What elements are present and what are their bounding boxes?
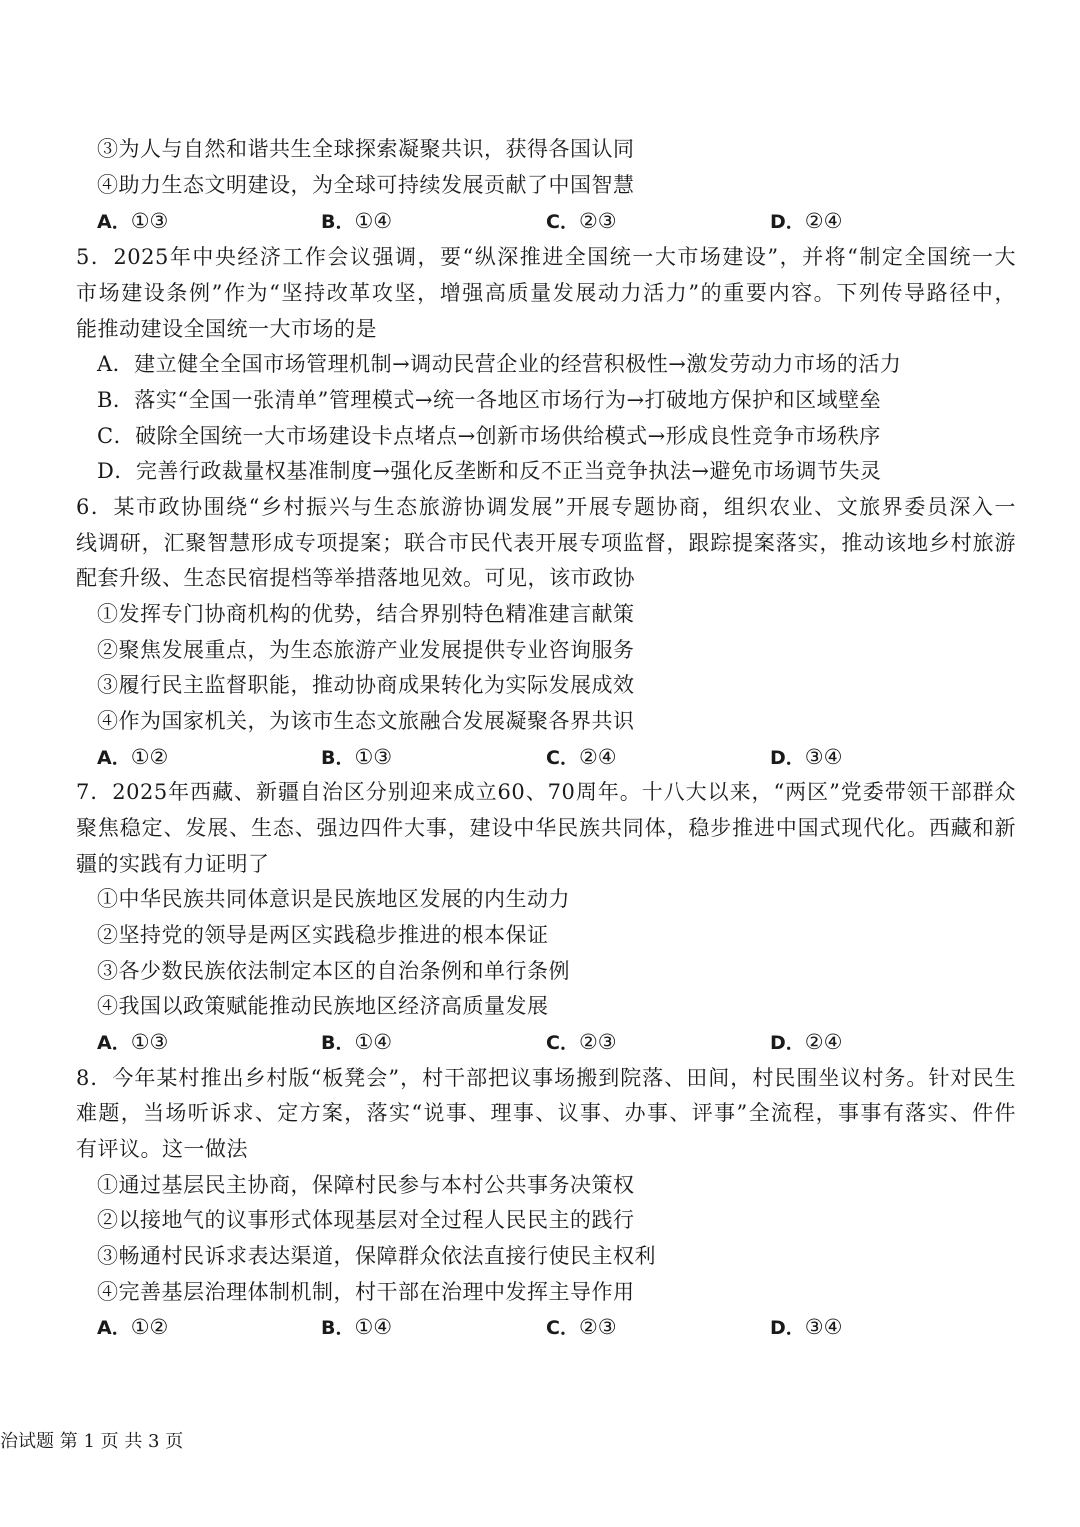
q7-stem-line-2: 聚焦稳定、发展、生态、强边四件大事，建设中华民族共同体，稳步推进中国式现代化。西藏和新 (76, 816, 1016, 840)
q6-option-d: D．③④ (770, 745, 843, 769)
q4-option-a: A．①③ (97, 209, 169, 233)
q8-option-b: B．①④ (321, 1315, 393, 1339)
q7-stem-line-1: 7．2025年西藏、新疆自治区分别迎来成立60、70周年。十八大以来，“两区”党委带领干部群众 (76, 780, 1016, 804)
q7-option-b: B．①④ (321, 1030, 393, 1054)
q6-option-a: A．①② (97, 745, 169, 769)
q4-option-c: C．②③ (546, 209, 617, 233)
q8-option-a: A．①② (97, 1315, 169, 1339)
q8-stem-line-3: 有评议。这一做法 (76, 1137, 248, 1161)
page-footer: 治试题 第 1 页 共 3 页 (0, 1431, 184, 1452)
q6-statement-4: ④作为国家机关，为该市生态文旅融合发展凝聚各界共识 (97, 709, 635, 733)
q6-option-b: B．①③ (321, 745, 393, 769)
q7-option-c: C．②③ (546, 1030, 617, 1054)
q5-option-a: A．建立健全全国市场管理机制→调动民营企业的经营积极性→激发劳动力市场的活力 (97, 352, 902, 376)
q8-statement-3: ③畅通村民诉求表达渠道，保障群众依法直接行使民主权利 (97, 1244, 656, 1268)
q8-option-d: D．③④ (770, 1315, 843, 1339)
q6-stem-line-2: 线调研，汇聚智慧形成专项提案；联合市民代表开展专项监督，跟踪提案落实，推动该地乡村旅游 (76, 531, 1016, 555)
q5-option-b: B．落实“全国一张清单”管理模式→统一各地区市场行为→打破地方保护和区域壁垒 (97, 388, 882, 412)
q5-option-c: C．破除全国统一大市场建设卡点堵点→创新市场供给模式→形成良性竞争市场秩序 (97, 424, 881, 448)
q8-statement-4: ④完善基层治理体制机制，村干部在治理中发挥主导作用 (97, 1280, 635, 1304)
q6-statement-2: ②聚焦发展重点，为生态旅游产业发展提供专业咨询服务 (97, 638, 635, 662)
q7-statement-2: ②坚持党的领导是两区实践稳步推进的根本保证 (97, 923, 549, 947)
q7-option-d: D．②④ (770, 1030, 843, 1054)
q4-statement-4: ④助力生态文明建设，为全球可持续发展贡献了中国智慧 (97, 173, 635, 197)
q6-stem-line-3: 配套升级、生态民宿提档等举措落地见效。可见，该市政协 (76, 566, 635, 590)
q6-option-c: C．②④ (546, 745, 617, 769)
q5-option-d: D．完善行政裁量权基准制度→强化反垄断和反不正当竞争执法→避免市场调节失灵 (97, 459, 882, 483)
q7-option-a: A．①③ (97, 1030, 169, 1054)
q8-statement-1: ①通过基层民主协商，保障村民参与本村公共事务决策权 (97, 1173, 635, 1197)
q4-option-b: B．①④ (321, 209, 393, 233)
q8-option-c: C．②③ (546, 1315, 617, 1339)
q4-statement-3: ③为人与自然和谐共生全球探索凝聚共识，获得各国认同 (97, 137, 635, 161)
q4-option-d: D．②④ (770, 209, 843, 233)
q7-statement-4: ④我国以政策赋能推动民族地区经济高质量发展 (97, 994, 549, 1018)
q7-statement-3: ③各少数民族依法制定本区的自治条例和单行条例 (97, 959, 570, 983)
q7-statement-1: ①中华民族共同体意识是民族地区发展的内生动力 (97, 887, 570, 911)
q7-stem-line-3: 疆的实践有力证明了 (76, 852, 270, 876)
q5-stem-line-2: 市场建设条例”作为“坚持改革攻坚，增强高质量发展动力活力”的重要内容。下列传导路径中， (76, 281, 1016, 305)
q5-stem-line-1: 5．2025年中央经济工作会议强调，要“纵深推进全国统一大市场建设”，并将“制定全国统一大 (76, 245, 1016, 269)
q8-stem-line-1: 8．今年某村推出乡村版“板凳会”，村干部把议事场搬到院落、田间，村民围坐议村务。针对民生 (76, 1066, 1016, 1090)
q5-stem-line-3: 能推动建设全国统一大市场的是 (76, 317, 377, 341)
q6-statement-1: ①发挥专门协商机构的优势，结合界别特色精准建言献策 (97, 602, 635, 626)
q8-stem-line-2: 难题，当场听诉求、定方案，落实“说事、理事、议事、办事、评事”全流程，事事有落实、件件 (76, 1101, 1016, 1125)
q6-stem-line-1: 6．某市政协围绕“乡村振兴与生态旅游协调发展”开展专题协商，组织农业、文旅界委员深入一 (76, 495, 1016, 519)
q6-statement-3: ③履行民主监督职能，推动协商成果转化为实际发展成效 (97, 673, 635, 697)
q8-statement-2: ②以接地气的议事形式体现基层对全过程人民民主的践行 (97, 1208, 635, 1232)
